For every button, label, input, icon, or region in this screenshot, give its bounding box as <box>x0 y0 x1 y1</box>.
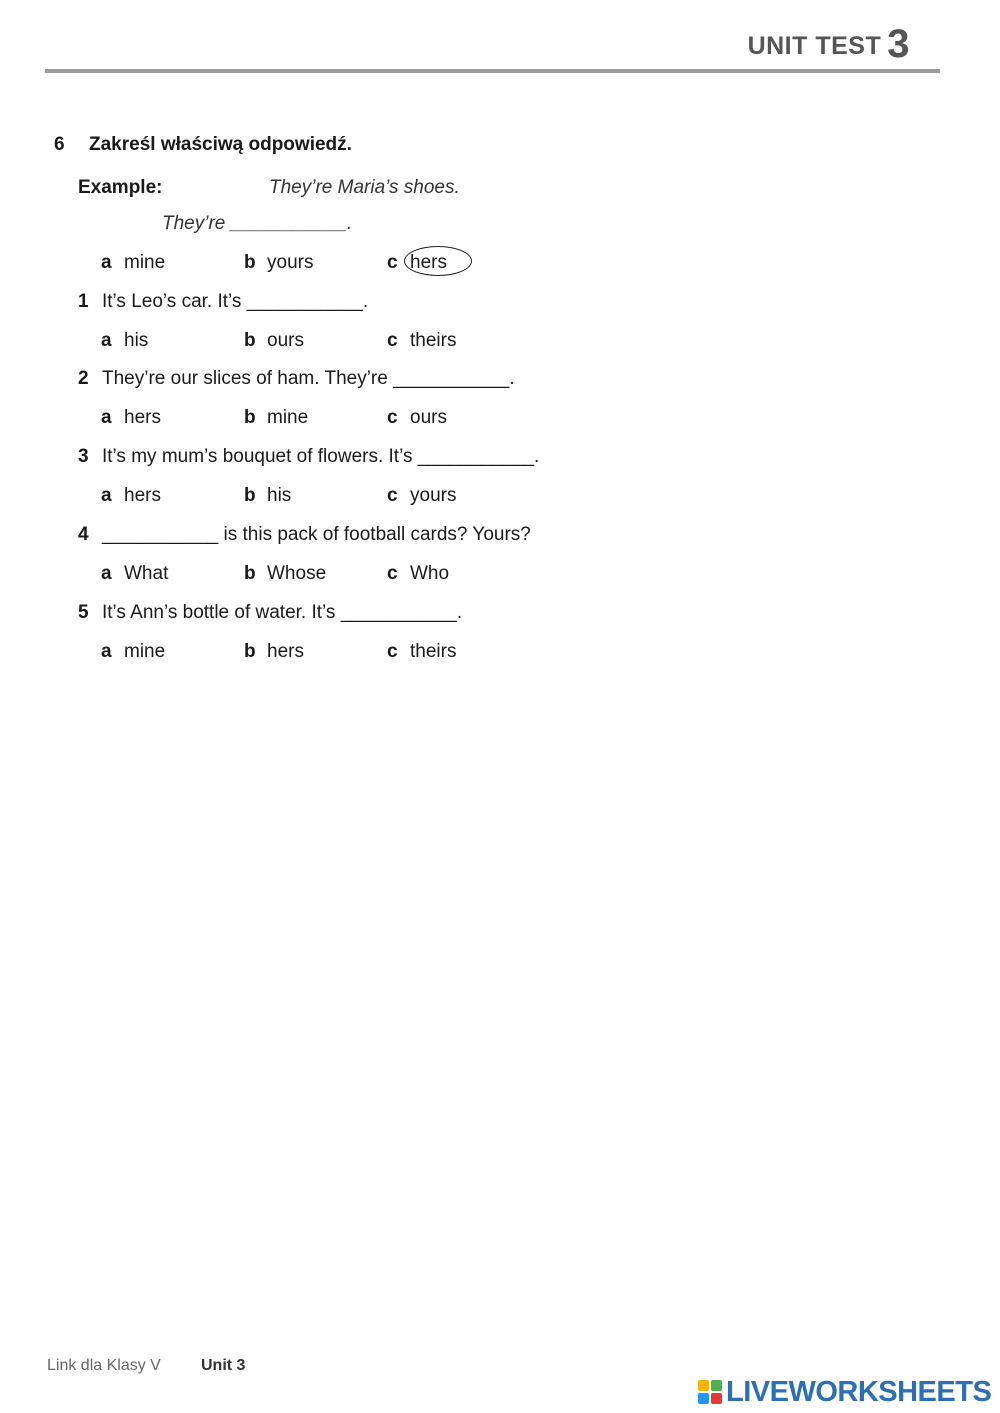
option-letter: a <box>101 252 112 273</box>
option-letter: c <box>387 563 398 584</box>
question-4 <box>78 524 531 546</box>
q4-option-a[interactable] <box>101 563 168 585</box>
task-number: 6 <box>54 134 65 155</box>
example-prompt: They’re Maria’s shoes. <box>269 177 460 198</box>
option-letter: b <box>244 485 256 506</box>
question-number: 5 <box>78 602 89 623</box>
question-number: 1 <box>78 291 89 312</box>
question-1 <box>78 291 368 313</box>
option-text: hers <box>124 407 161 428</box>
option-text: Who <box>410 563 450 584</box>
option-letter: b <box>244 563 256 584</box>
option-text: hers <box>410 252 447 273</box>
question-stem: ___________ is this pack of football cards? Yours? <box>102 524 531 545</box>
question-number: 4 <box>78 524 89 545</box>
q4-option-c[interactable] <box>387 563 449 585</box>
q1-option-c[interactable] <box>387 330 456 352</box>
answer-circle <box>404 246 472 276</box>
option-text: yours <box>410 485 457 506</box>
footer-unit: Unit 3 <box>201 1357 246 1374</box>
option-text: What <box>124 563 169 584</box>
liveworksheets-logo-icon <box>698 1380 722 1404</box>
footer-book-title: Link dla Klasy V <box>47 1357 161 1374</box>
option-letter: b <box>244 407 256 428</box>
option-letter: c <box>387 641 398 662</box>
q3-option-a[interactable] <box>101 485 161 507</box>
option-text: hers <box>267 641 304 662</box>
option-text: Whose <box>267 563 327 584</box>
unit-test-number: 3 <box>887 22 910 66</box>
q2-option-c[interactable] <box>387 407 447 429</box>
example-option-a[interactable] <box>101 252 165 274</box>
option-text: ours <box>267 330 304 351</box>
question-stem: They’re our slices of ham. They’re ___________. <box>102 368 515 389</box>
question-5 <box>78 602 462 624</box>
header-divider <box>45 69 940 73</box>
q1-option-a[interactable] <box>101 330 148 352</box>
q4-option-b[interactable] <box>244 563 326 585</box>
logo-tile <box>698 1380 709 1391</box>
option-text: mine <box>124 252 166 273</box>
task-heading <box>54 134 352 156</box>
option-letter: a <box>101 485 112 506</box>
q1-option-b[interactable] <box>244 330 304 352</box>
option-letter: a <box>101 641 112 662</box>
option-letter: c <box>387 407 398 428</box>
q5-option-a[interactable] <box>101 641 165 663</box>
option-text: theirs <box>410 330 457 351</box>
option-text: mine <box>267 407 309 428</box>
option-text: his <box>267 485 292 506</box>
question-number: 3 <box>78 446 89 467</box>
liveworksheets-brand[interactable] <box>698 1375 991 1409</box>
q5-option-c[interactable] <box>387 641 456 663</box>
option-letter: c <box>387 252 398 273</box>
option-letter: a <box>101 330 112 351</box>
option-text: hers <box>124 485 161 506</box>
option-text: mine <box>124 641 166 662</box>
example-label: Example: <box>78 177 163 198</box>
task-instruction: Zakreśl właściwą odpowiedź. <box>89 134 352 155</box>
option-text: theirs <box>410 641 457 662</box>
brand-name: LIVEWORKSHEETS <box>726 1375 992 1408</box>
option-letter: a <box>101 563 112 584</box>
q3-option-c[interactable] <box>387 485 456 507</box>
option-text: yours <box>267 252 314 273</box>
option-letter: b <box>244 330 256 351</box>
option-text: ours <box>410 407 447 428</box>
question-3 <box>78 446 539 468</box>
logo-tile <box>711 1393 722 1404</box>
q2-option-a[interactable] <box>101 407 161 429</box>
question-number: 2 <box>78 368 89 389</box>
logo-tile <box>698 1393 709 1404</box>
logo-tile <box>711 1380 722 1391</box>
question-stem: It’s Ann’s bottle of water. It’s ___________. <box>102 602 463 623</box>
question-stem: It’s Leo’s car. It’s ___________. <box>102 291 369 312</box>
q3-option-b[interactable] <box>244 485 291 507</box>
example-option-c[interactable] <box>387 252 447 274</box>
unit-test-label: UNIT TEST <box>747 32 882 60</box>
option-letter: c <box>387 330 398 351</box>
option-text: his <box>124 330 149 351</box>
unit-test-heading <box>748 22 910 67</box>
question-stem: It’s my mum’s bouquet of flowers. It’s ___________. <box>102 446 540 467</box>
option-letter: b <box>244 252 256 273</box>
question-2 <box>78 368 515 390</box>
option-letter: c <box>387 485 398 506</box>
q5-option-b[interactable] <box>244 641 304 663</box>
example-option-b[interactable] <box>244 252 313 274</box>
option-letter: b <box>244 641 256 662</box>
q2-option-b[interactable] <box>244 407 308 429</box>
option-letter: a <box>101 407 112 428</box>
example-stem: They’re ___________. <box>162 213 353 234</box>
